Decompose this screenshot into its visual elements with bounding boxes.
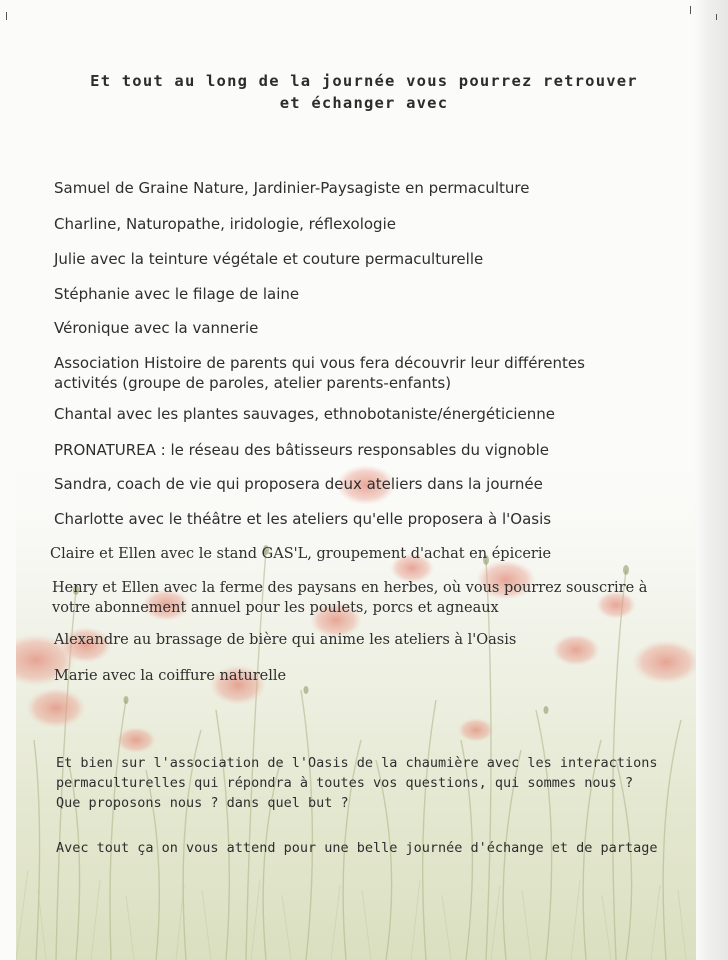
- list-item-line: Sandra, coach de vie qui proposera deux ateliers dans la journée: [54, 475, 543, 493]
- list-item-line: Charline, Naturopathe, iridologie, réflexologie: [54, 215, 396, 233]
- participant-henry-ellen: [52, 578, 652, 618]
- participant-marie: [54, 666, 654, 686]
- list-item-line: Samuel de Graine Nature, Jardinier-Paysagiste en permaculture: [54, 179, 530, 197]
- list-item-line: Henry et Ellen avec la ferme des paysans en herbes, où vous pourrez souscrire à: [52, 580, 648, 596]
- list-item-line: Marie avec la coiffure naturelle: [54, 668, 287, 684]
- title-line-1: Et tout au long de la journée vous pourrez retrouver: [90, 72, 638, 90]
- page-title: [0, 70, 728, 114]
- participant-claire-ellen: [50, 544, 650, 564]
- list-item-line: Véronique avec la vannerie: [54, 319, 259, 337]
- scan-edge-shadow: [694, 0, 728, 960]
- title-line-2: et échanger avec: [279, 94, 449, 112]
- list-item-line: Association Histoire de parents qui vous fera découvrir leur différentes: [54, 354, 585, 372]
- participant-alexandre: [54, 630, 654, 650]
- final-line: Avec tout ça on vous attend pour une belle journée d'échange et de partage: [56, 840, 658, 856]
- crop-mark-far-right: [716, 14, 717, 20]
- list-item-line: Charlotte avec le théâtre et les ateliers qu'elle proposera à l'Oasis: [54, 510, 552, 528]
- participant-pronaturea: [54, 440, 654, 460]
- final-invitation: [56, 838, 696, 858]
- participant-charlotte: [54, 509, 654, 529]
- crop-mark-right: [690, 6, 691, 14]
- participant-stephanie: [54, 284, 654, 304]
- participant-chantal: [54, 404, 654, 424]
- list-item-line: Julie avec la teinture végétale et couture permaculturelle: [54, 250, 484, 268]
- participant-sandra: [54, 474, 654, 494]
- participant-histoire-de-parents: [54, 353, 654, 393]
- participant-veronique: [54, 318, 654, 338]
- list-item-line: Chantal avec les plantes sauvages, ethnobotaniste/énergéticienne: [54, 405, 556, 423]
- closing-line-3: Que proposons nous ? dans quel but ?: [56, 795, 349, 811]
- closing-paragraph: [56, 753, 696, 813]
- list-item-line: Alexandre au brassage de bière qui anime les ateliers à l'Oasis: [54, 632, 517, 648]
- participant-julie: [54, 249, 654, 269]
- list-item-line: votre abonnement annuel pour les poulets, porcs et agneaux: [52, 600, 499, 616]
- list-item-line: Stéphanie avec le filage de laine: [54, 285, 300, 303]
- participant-charline: [54, 214, 654, 234]
- crop-mark-left: [6, 12, 7, 20]
- closing-line-1: Et bien sur l'association de l'Oasis de la chaumière avec les interactions: [56, 755, 658, 771]
- list-item-line: Claire et Ellen avec le stand GAS'L, groupement d'achat en épicerie: [50, 546, 552, 562]
- participant-samuel: [54, 178, 654, 198]
- list-item-line: activités (groupe de paroles, atelier parents-enfants): [54, 374, 452, 392]
- list-item-line: PRONATUREA : le réseau des bâtisseurs responsables du vignoble: [54, 441, 549, 459]
- closing-line-2: permaculturelles qui répondra à toutes vos questions, qui sommes nous ?: [56, 775, 634, 791]
